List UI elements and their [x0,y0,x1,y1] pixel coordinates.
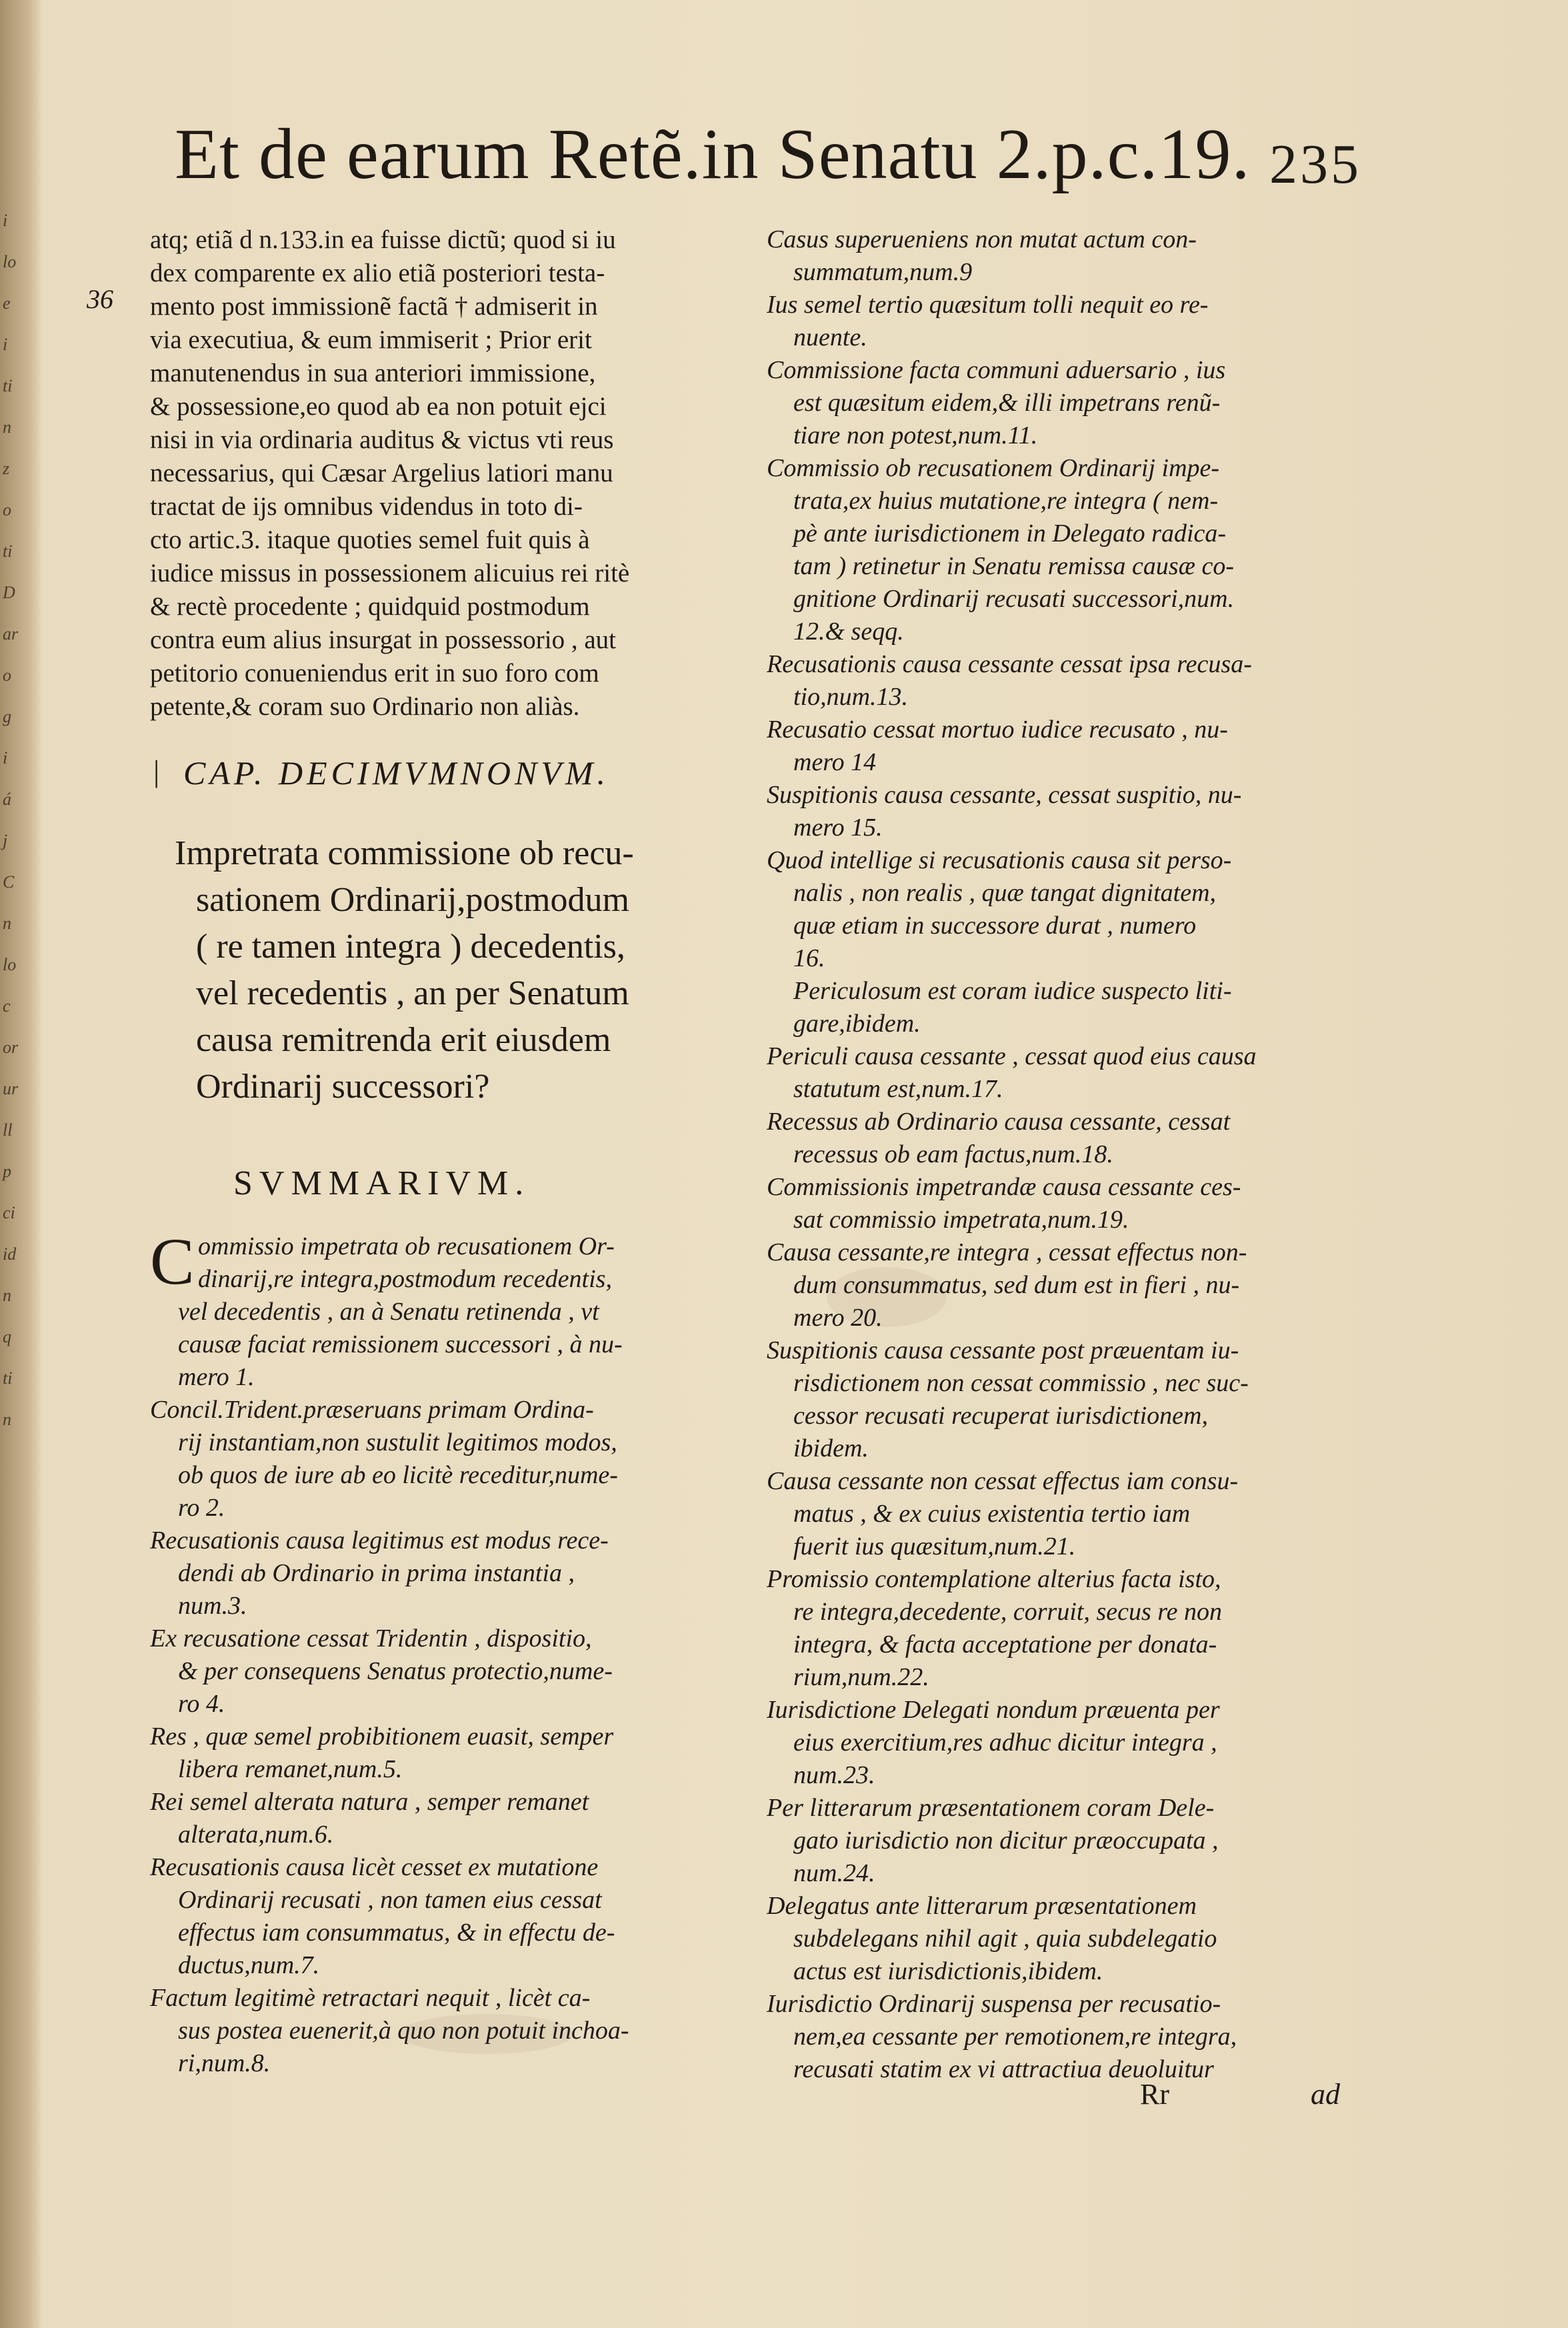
summary-entry-line: effectus iam consummatus, & in effectu de- [178,1919,615,1947]
gutter-letter: D [3,583,15,602]
text-line: petente,& coram suo Ordinario non aliàs. [150,692,580,721]
summary-entry-line: dum consummatus, sed dum est in fieri , nu- [793,1271,1240,1299]
summary-entry-line: Promissio contemplatione alterius facta isto, [767,1565,1221,1593]
gutter-letter: n [3,1410,11,1429]
summary-entry-line: Commissionis impetrandæ causa cessante ces- [767,1173,1241,1201]
summary-entry-line: integra, & facta acceptatione per donata- [793,1630,1217,1658]
summary-entry-line: mero 15. [793,814,883,842]
catchword: ad [1311,2078,1340,2111]
text-line: & possessione,eo quod ab ea non potuit ejci [150,392,607,421]
summary-entry-line: statutum est,num.17. [793,1075,1003,1103]
gutter-letter: ci [3,1203,15,1222]
chapter-title: CAP. DECIMVMNONVM. [183,754,609,792]
text-line: petitorio conueniendus erit in suo foro com [150,659,599,688]
summary-entry-line: sus postea euenerit,à quo non potuit inchoa- [178,2017,629,2045]
text-line: cto artic.3. itaque quoties semel fuit quis à [150,525,590,554]
gutter-letter: ti [3,1368,13,1388]
summary-entry-line: rij instantiam,non sustulit legitimos modos, [178,1428,617,1456]
gutter-letter: ur [3,1079,19,1098]
summary-entry-line: tio,num.13. [793,683,909,711]
summary-entry-line: Casus superueniens non mutat actum con- [767,225,1197,253]
running-header [175,113,1361,220]
summary-entry-line: matus , & ex cuius existentia tertio iam [793,1500,1191,1528]
text-line: via executiua, & eum immiserit ; Prior erit [150,325,592,354]
text-line: atq; etiã d n.133.in ea fuisse dictũ; quod si iu [150,225,616,254]
text-line: manutenendus in sua anteriori immissione, [150,359,596,387]
text-line: necessarius, qui Cæsar Argelius latiori manu [150,459,613,487]
summary-entry-line: Ex recusatione cessat Tridentin , dispositio, [150,1624,592,1652]
summary-entry-line: Periculi causa cessante , cessat quod eius causa [767,1042,1257,1070]
summary-entry-line: subdelegans nihil agit , quia subdelegatio [793,1925,1217,1953]
summary-entry-line: Ordinarij recusati , non tamen eius cessat [178,1886,602,1914]
drop-cap: C [150,1224,195,1298]
summary-entry-line: risdictionem non cessat commissio , nec suc- [793,1369,1249,1397]
summary-entry-line: Recessus ab Ordinario causa cessante, cessat [767,1108,1231,1136]
summary-entry-line: quæ etiam in successore durat , numero [793,912,1197,940]
summary-entry-line: ob quos de iure ab eo licitè receditur,nume- [178,1461,618,1489]
header-title: Et de earum Retẽ.in Senatu 2.p.c.19. [175,115,1251,194]
left-column-text [150,223,743,724]
chapter-heading [175,830,741,1110]
summary-entry-line: actus est iurisdictionis,ibidem. [793,1957,1103,1985]
summary-entry-line: Causa cessante non cessat effectus iam consu- [767,1467,1239,1495]
summary-entry-line: ri,num.8. [178,2049,271,2077]
summary-entry-line: tiare non potest,num.11. [793,421,1038,449]
heading-line: sationem Ordinarij,postmodum [196,881,629,919]
page-footer [1140,2077,1340,2117]
summary-entry-line: Iurisdictione Delegati nondum præuenta per [767,1696,1220,1724]
summary-entry-line: re integra,decedente, corruit, secus re non [793,1598,1223,1626]
gutter-letter: C [3,872,15,892]
summary-entry-line: ro 4. [178,1690,225,1718]
summary-entry-line: gnitione Ordinarij recusati successori,num. [793,585,1235,613]
summary-entry-line: cessor recusati recuperat iurisdictionem, [793,1402,1208,1430]
summarium-title: SVMMARIVM. [233,1164,531,1202]
text-line: mento post immissionẽ factã † admiserit in [150,292,598,321]
gutter-letter: q [3,1327,11,1346]
gutter-letter: n [3,417,11,437]
summary-entry-line: rium,num.22. [793,1663,929,1691]
summary-entry-line: 16. [793,944,825,972]
summary-entry-line: tam ) retinetur in Senatu remissa causæ co- [793,552,1235,580]
gutter-letter: ar [3,624,19,644]
gutter-letter: i [3,748,8,768]
summary-entry-line: mero 1. [178,1363,255,1391]
summary-entry-line: libera remanet,num.5. [178,1755,403,1783]
gutter-letters [3,200,23,1440]
summarium-left [150,1224,737,2080]
summary-entry-line: Suspitionis causa cessante, cessat suspitio, nu- [767,781,1242,809]
summary-entry-line: num.23. [793,1761,875,1789]
signature-mark: Rr [1140,2078,1169,2111]
text-line: & rectè procedente ; quidquid postmodum [150,592,590,621]
gutter-letter: z [3,459,10,478]
summary-entry-line: Commissio ob recusationem Ordinarij impe- [767,454,1220,482]
summary-entry-line: ommissio impetrata ob recusationem Or- [198,1232,615,1260]
gutter-letter: n [3,1286,11,1305]
page-number: 235 [1269,133,1361,195]
heading-line: vel recedentis , an per Senatum [196,974,629,1012]
summary-entry-line: eius exercitium,res adhuc dicitur integra , [793,1728,1217,1757]
gutter-letter: id [3,1244,17,1264]
text-line: nisi in via ordinaria auditus & victus vti reus [150,425,614,454]
summary-entry-line: Causa cessante,re integra , cessat effectus non- [767,1238,1247,1266]
margin-number: 36 [87,284,113,314]
heading-line: causa remitrenda erit eiusdem [196,1021,611,1059]
summary-entry-line: ro 2. [178,1494,225,1522]
gutter-letter: o [3,666,11,685]
summary-entry-line: pè ante iurisdictionem in Delegato radica- [793,519,1227,547]
summary-entry-line: Res , quæ semel probibitionem euasit, semper [150,1722,614,1751]
chapter-mark: | [153,754,160,788]
heading-line: Ordinarij successori? [196,1068,490,1106]
summary-entry-line: recusati statim ex vi attractiua deuoluitur [793,2055,1214,2083]
summary-entry-line: ductus,num.7. [178,1951,320,1979]
summary-entry-line: nem,ea cessante per remotionem,re integra, [793,2023,1237,2051]
summary-entry-line: 12.& seqq. [793,618,904,646]
summary-entry-line: & per consequens Senatus protectio,nume- [178,1657,613,1685]
gutter-letter: ll [3,1120,13,1140]
summary-entry-line: Quod intellige si recusationis causa sit perso- [767,846,1232,874]
summary-entry-line: Recusatio cessat mortuo iudice recusato , nu- [767,716,1228,744]
summary-entry-line: nalis , non realis , quæ tangat dignitatem, [793,879,1217,907]
gutter-letter: á [3,790,11,809]
text-line: dex comparente ex alio etiã posteriori testa- [150,259,605,287]
summary-entry-line: recessus ob eam factus,num.18. [793,1140,1113,1168]
gutter-letter: j [3,831,8,850]
summary-entry-line: dendi ab Ordinario in prima instantia , [178,1559,575,1587]
gutter-letter: ti [3,541,13,561]
heading-line: Impretrata commissione ob recu- [175,834,634,872]
gutter-letter: i [3,211,8,230]
heading-line: ( re tamen integra ) decedentis, [196,928,625,966]
summarium-right [767,223,1340,2086]
summary-entry-line: Periculosum est coram iudice suspecto liti- [793,977,1232,1005]
summary-entry-line: summatum,num.9 [793,258,973,286]
summary-entry-line: Commissione facta communi aduersario , ius [767,356,1226,384]
summary-entry-line: num.24. [793,1859,875,1887]
summary-entry-line: est quæsitum eidem,& illi impetrans renũ- [793,389,1221,417]
text-line: iudice missus in possessionem alicuius rei ritè [150,559,630,588]
gutter-letter: c [3,996,11,1016]
gutter-letter: i [3,335,8,354]
summary-entry-line: mero 20. [793,1304,883,1332]
gutter-letter: o [3,500,11,519]
summary-entry-line: Factum legitimè retractari nequit , licèt ca- [150,1984,591,2012]
gutter-letter: or [3,1038,19,1057]
binding-gutter [0,0,41,2328]
summary-entry-line: dinarij,re integra,postmodum recedentis, [198,1265,612,1293]
summary-entry-line: mero 14 [793,748,877,776]
summary-entry-line: Delegatus ante litterarum præsentationem [767,1892,1197,1920]
text-line: contra eum alius insurgat in possessorio , aut [150,626,617,654]
summary-entry-line: Rei semel alterata natura , semper remanet [150,1788,589,1816]
summary-entry-line: Ius semel tertio quæsitum tolli nequit eo re- [767,291,1209,319]
summary-entry-line: gare,ibidem. [793,1010,921,1038]
gutter-letter: lo [3,955,17,974]
summary-entry-line: Iurisdictio Ordinarij suspensa per recusatio- [767,1990,1221,2018]
summary-entry-line: Recusationis causa licèt cesset ex mutatione [150,1853,599,1881]
summary-entry-line: Suspitionis causa cessante post præuentam iu- [767,1336,1239,1364]
summary-entry-line: fuerit ius quæsitum,num.21. [793,1532,1076,1560]
gutter-letter: g [3,707,11,726]
summary-entry-line: ibidem. [793,1434,869,1462]
gutter-letter: e [3,293,11,313]
gutter-letter: n [3,914,11,933]
gutter-letter: ti [3,376,13,395]
summary-entry-line: vel decedentis , an à Senatu retinenda , vt [178,1298,599,1326]
gutter-letter: p [3,1162,11,1181]
summary-entry-line: gato iurisdictio non dicitur præoccupata , [793,1827,1219,1855]
summary-entry-line: Recusationis causa legitimus est modus rece- [150,1526,609,1554]
summary-entry-line: num.3. [178,1592,247,1620]
summary-entry-line: trata,ex huius mutatione,re integra ( nem- [793,487,1219,515]
summary-entry-line: alterata,num.6. [178,1821,334,1849]
summary-entry-line: sat commissio impetrata,num.19. [793,1206,1129,1234]
summary-entry-line: Recusationis causa cessante cessat ipsa recusa- [767,650,1252,678]
summary-entry-line: Concil.Trident.præseruans primam Ordina- [150,1396,594,1424]
summary-entry-line: nuente. [793,323,867,351]
text-line: tractat de ijs omnibus videndus in toto di- [150,492,583,521]
summary-entry-line: causæ faciat remissionem successori , à nu- [178,1330,623,1358]
summary-entry-line: Per litterarum præsentationem coram Dele- [767,1794,1215,1822]
gutter-letter: lo [3,252,17,271]
